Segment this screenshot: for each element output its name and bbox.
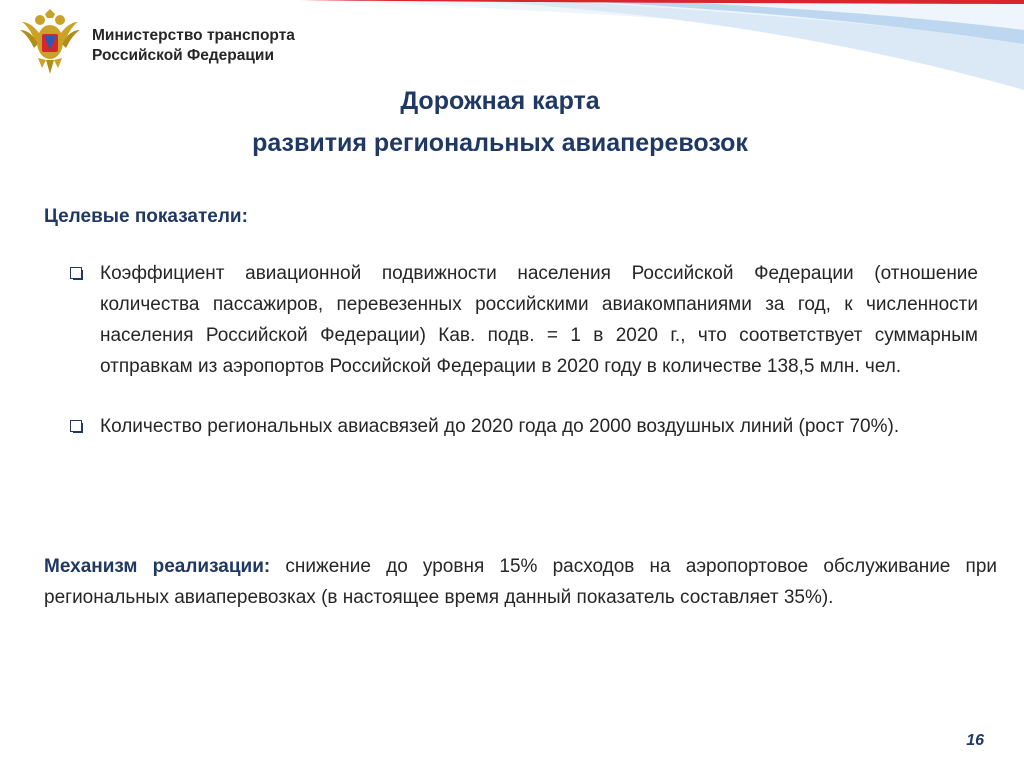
page-number: 16 [966, 732, 984, 749]
bullet-list [70, 258, 978, 471]
slide-title-line-2: развития региональных авиаперевозок [252, 129, 748, 157]
ministry-name [92, 26, 295, 66]
mechanism-paragraph [44, 551, 997, 613]
bullet-text: Количество региональных авиасвязей до 2020 года до 2000 воздушных линий (рост 70%). [100, 416, 900, 437]
section-heading: Целевые показатели: [44, 206, 248, 227]
mechanism-text: снижение до уровня 15% расходов на аэропортовое обслуживание при региональных авиаперевозках (в настоящее время данный показатель составляет 35%). [44, 556, 998, 608]
slide-title [0, 80, 1000, 164]
slide-title-line-1: Дорожная карта [400, 87, 600, 115]
emblem-icon [18, 8, 82, 76]
bullet-text: Коэффициент авиационной подвижности населения Российской Федерации (отношение количества пассажиров, перевезенных российскими авиакомпаниями за год, к численности населения Российской Федерации) Кав. подв. = 1 в 2020 г., что соответствует суммарным отправкам из аэропортов Российской Федерации в 2020 году в количестве 138,5 млн. чел. [100, 263, 978, 377]
bullet-item [70, 411, 978, 442]
checkbox-bullet-icon [70, 267, 82, 279]
mechanism-label: Механизм реализации: [44, 556, 271, 577]
bullet-item [70, 258, 978, 382]
ministry-line-2: Российской Федерации [92, 47, 274, 64]
checkbox-bullet-icon [70, 420, 82, 432]
ministry-line-1: Министерство транспорта [92, 27, 295, 44]
